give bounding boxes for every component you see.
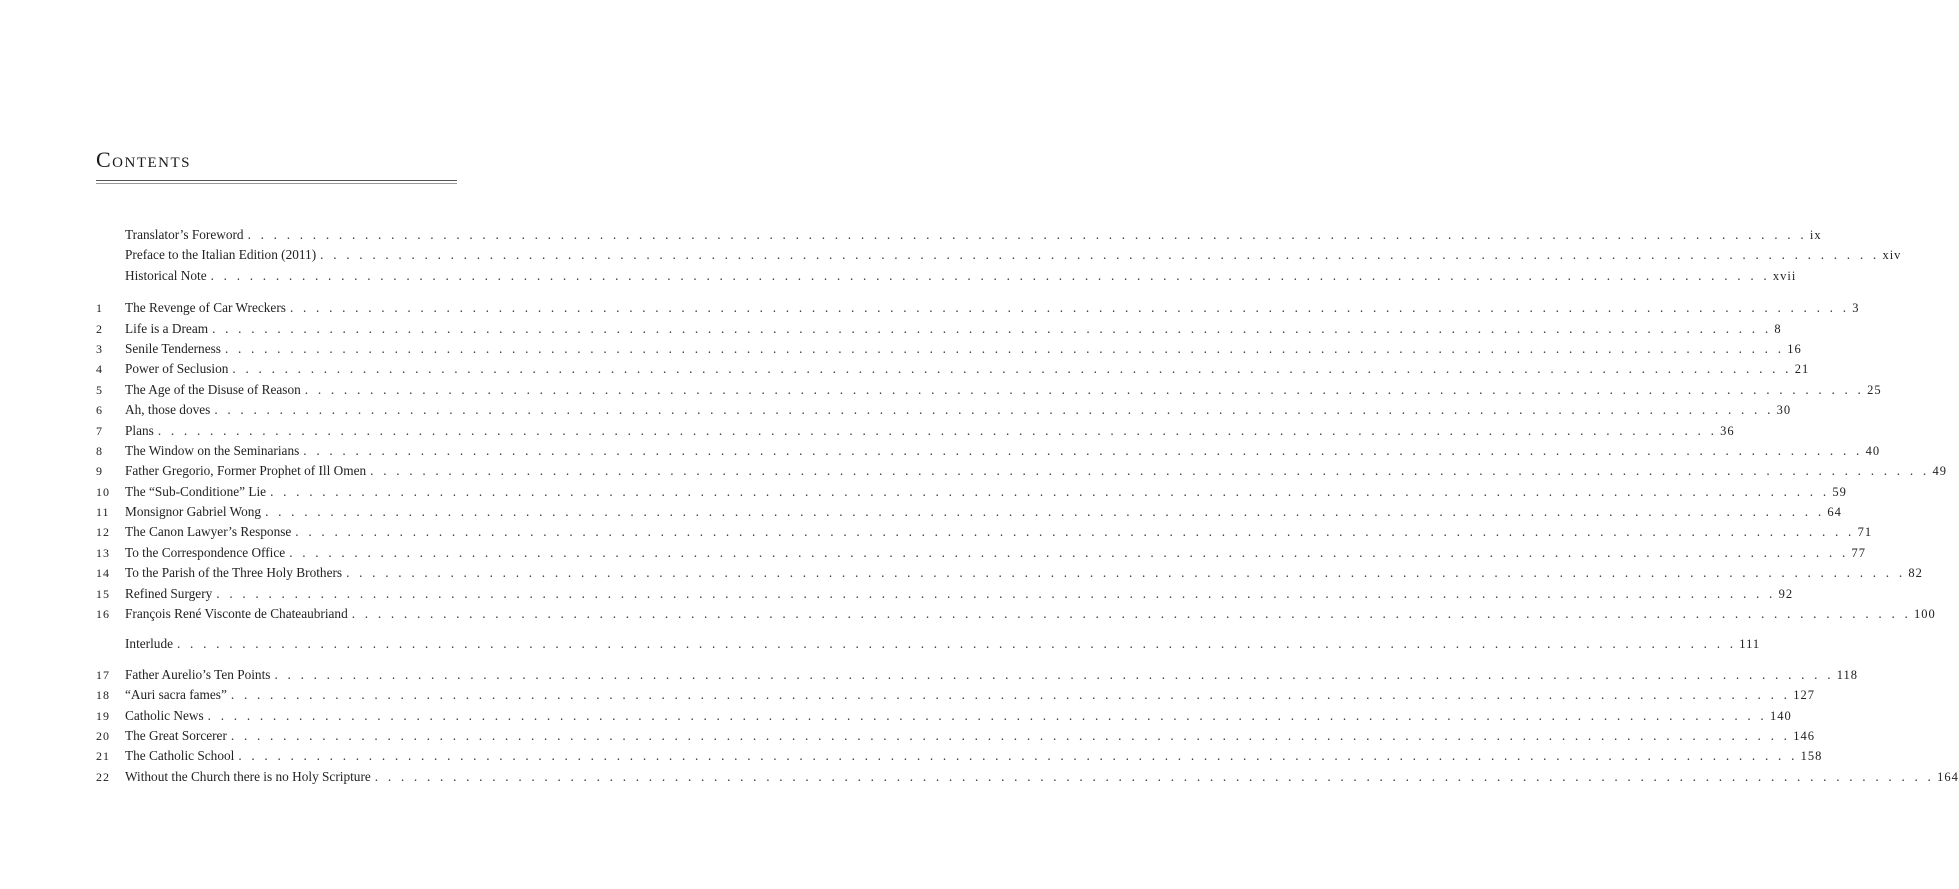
chapter-number: 7 <box>96 423 103 438</box>
dot-leader: . . . . . . . . . . . . . . . . . . . . . . . . . . . . . . . . . . . . . . . . . . . . . . . . . . . . . . . . . . . . . . . . . . . . . . . . . . . . . . . . . . . . . . . . . . . . . . . . . . . . . . . . . . . . . . . . . . . . . . . . <box>304 381 1865 397</box>
toc-entry[interactable] <box>96 340 1802 361</box>
page-number: 21 <box>1794 362 1810 377</box>
chapter-title: Historical Note <box>125 267 207 283</box>
chapter-title: François René Visconte de Chateaubriand <box>125 606 348 622</box>
page-number: 71 <box>1857 525 1873 540</box>
dot-leader: . . . . . . . . . . . . . . . . . . . . . . . . . . . . . . . . . . . . . . . . . . . . . . . . . . . . . . . . . . . . . . . . . . . . . . . . . . . . . . . . . . . . . . . . . . . . . . . . . . . . . . . . . . . . . . . . . . . . . . . . <box>207 707 1767 723</box>
chapter-title: Monsignor Gabriel Wong <box>125 504 262 520</box>
chapter-number: 1 <box>96 301 103 316</box>
dot-leader: . . . . . . . . . . . . . . . . . . . . . . . . . . . . . . . . . . . . . . . . . . . . . . . . . . . . . . . . . . . . . . . . . . . . . . . . . . . . . . . . . . . . . . . . . . . . . . . . . . . . . . . . . . . . . . . . . . . . . . . . <box>238 748 1798 764</box>
page-number: 16 <box>1787 341 1802 356</box>
page-number: 64 <box>1827 505 1842 520</box>
dot-leader: . . . . . . . . . . . . . . . . . . . . . . . . . . . . . . . . . . . . . . . . . . . . . . . . . . . . . . . . . . . . . . . . . . . . . . . . . . . . . . . . . . . . . . . . . . . . . . . . . . . . . . . . . . . . . . . . . . . . . . . . <box>230 727 1791 743</box>
chapter-title: Refined Surgery <box>125 585 213 601</box>
chapter-number: 8 <box>96 443 103 458</box>
page-number: 30 <box>1776 403 1792 418</box>
chapter-title: Plans <box>125 422 154 438</box>
dot-leader: . . . . . . . . . . . . . . . . . . . . . . . . . . . . . . . . . . . . . . . . . . . . . . . . . . . . . . . . . . . . . . . . . . . . . . . . . . . . . . . . . . . . . . . . . . . . . . . . . . . . . . . . . . . . . . . . . . . . . . . . <box>216 585 1776 601</box>
chapter-title: Power of Seclusion <box>125 361 229 377</box>
page-number: 111 <box>1739 637 1761 652</box>
dot-leader: . . . . . . . . . . . . . . . . . . . . . . . . . . . . . . . . . . . . . . . . . . . . . . . . . . . . . . . . . . . . . . . . . . . . . . . . . . . . . . . . . . . . . . . . . . . . . . . . . . . . . . . . . . . . . . . . . . . . . . . . <box>374 768 1935 784</box>
toc-entry[interactable] <box>96 585 1794 606</box>
group-spacer <box>96 288 457 300</box>
chapter-title: Preface to the Italian Edition (2011) <box>125 247 317 263</box>
chapter-number: 13 <box>96 545 110 560</box>
toc-entry[interactable] <box>96 463 1947 483</box>
toc-entry[interactable] <box>96 361 1810 381</box>
page-number: 77 <box>1851 545 1866 560</box>
page-number: ix <box>1809 228 1822 242</box>
chapter-number: 14 <box>96 566 110 581</box>
page-number: 82 <box>1908 566 1923 581</box>
toc-entry[interactable] <box>96 666 1859 687</box>
chapter-number: 18 <box>96 688 110 703</box>
dot-leader: . . . . . . . . . . . . . . . . . . . . . . . . . . . . . . . . . . . . . . . . . . . . . . . . . . . . . . . . . . . . . . . . . . . . . . . . . . . . . . . . . . . . . . . . . . . . . . . . . . . . . . . . . . . . . . . . . . . . . . . . <box>232 361 1792 377</box>
page-number: 8 <box>1774 321 1782 336</box>
chapter-title: Father Gregorio, Former Prophet of Ill Omen <box>125 463 367 479</box>
dot-leader: . . . . . . . . . . . . . . . . . . . . . . . . . . . . . . . . . . . . . . . . . . . . . . . . . . . . . . . . . . . . . . . . . . . . . . . . . . . . . . . . . . . . . . . . . . . . . . . . . . . . . . . . . . . . . . . . . . . . . . . . <box>274 666 1834 682</box>
chapter-title: Senile Tenderness <box>125 340 221 356</box>
chapter-title: Without the Church there is no Holy Scripture <box>125 768 371 784</box>
page-number: 40 <box>1865 443 1881 458</box>
chapter-title: The Great Sorcerer <box>125 727 227 743</box>
toc-entry[interactable] <box>96 707 1792 728</box>
page-number: 164 <box>1937 769 1959 784</box>
page-number: 140 <box>1769 708 1792 723</box>
chapter-number: 3 <box>96 341 103 356</box>
page-number: 3 <box>1852 301 1860 316</box>
dot-leader: . . . . . . . . . . . . . . . . . . . . . . . . . . . . . . . . . . . . . . . . . . . . . . . . . . . . . . . . . . . . . . . . . . . . . . . . . . . . . . . . . . . . . . . . . . . . . . . . . . . . . . . . . . . . . . . . . . . . . . . . <box>303 442 1863 458</box>
chapter-title: The Age of the Disuse of Reason <box>125 381 301 397</box>
dot-leader: . . . . . . . . . . . . . . . . . . . . . . . . . . . . . . . . . . . . . . . . . . . . . . . . . . . . . . . . . . . . . . . . . . . . . . . . . . . . . . . . . . . . . . . . . . . . . . . . . . . . . . . . . . . . . . . . . . . . . . . . <box>247 227 1807 242</box>
page-title: Contents <box>96 147 192 172</box>
page-number: 118 <box>1836 667 1859 682</box>
chapter-title: Catholic News <box>125 707 204 723</box>
chapter-title: “Auri sacra fames” <box>125 687 227 703</box>
title-rule <box>96 180 457 181</box>
toc-entry[interactable] <box>96 300 1860 320</box>
toc-entry[interactable] <box>96 768 1959 789</box>
page-number: 25 <box>1867 382 1882 397</box>
toc-entry[interactable] <box>96 320 1782 341</box>
chapter-number: 16 <box>96 607 110 622</box>
toc-entry[interactable] <box>96 381 1882 402</box>
chapter-title: Interlude <box>125 636 173 652</box>
page-number: xvii <box>1772 268 1797 283</box>
dot-leader: . . . . . . . . . . . . . . . . . . . . . . . . . . . . . . . . . . . . . . . . . . . . . . . . . . . . . . . . . . . . . . . . . . . . . . . . . . . . . . . . . . . . . . . . . . . . . . . . . . . . . . . . . . . . . . . . . . . . . . . . <box>295 524 1855 540</box>
chapter-number: 12 <box>96 525 110 540</box>
toc-entry[interactable] <box>96 727 1815 748</box>
chapter-number: 2 <box>96 321 103 336</box>
dot-leader: . . . . . . . . . . . . . . . . . . . . . . . . . . . . . . . . . . . . . . . . . . . . . . . . . . . . . . . . . . . . . . . . . . . . . . . . . . . . . . . . . . . . . . . . . . . . . . . . . . . . . . . . . . . . . . . . . . . . . . . . <box>212 320 1772 336</box>
title-rule-secondary <box>96 183 457 184</box>
chapter-title: The Window on the Seminarians <box>125 442 300 458</box>
dot-leader: . . . . . . . . . . . . . . . . . . . . . . . . . . . . . . . . . . . . . . . . . . . . . . . . . . . . . . . . . . . . . . . . . . . . . . . . . . . . . . . . . . . . . . . . . . . . . . . . . . . . . . . . . . . . . . . . . . . . . . . . <box>289 544 1849 560</box>
table-of-contents <box>96 227 1959 789</box>
chapter-title: Life is a Dream <box>125 320 209 336</box>
chapter-title: The Catholic School <box>125 748 235 764</box>
dot-leader: . . . . . . . . . . . . . . . . . . . . . . . . . . . . . . . . . . . . . . . . . . . . . . . . . . . . . . . . . . . . . . . . . . . . . . . . . . . . . . . . . . . . . . . . . . . . . . . . . . . . . . . . . . . . . . . . . . . . . . . . <box>214 402 1774 418</box>
dot-leader: . . . . . . . . . . . . . . . . . . . . . . . . . . . . . . . . . . . . . . . . . . . . . . . . . . . . . . . . . . . . . . . . . . . . . . . . . . . . . . . . . . . . . . . . . . . . . . . . . . . . . . . . . . . . . . . . . . . . . . . . <box>177 636 1737 652</box>
chapter-title: The Revenge of Car Wreckers <box>125 300 286 316</box>
chapter-number: 22 <box>96 769 110 784</box>
page-number: 92 <box>1778 586 1794 601</box>
dot-leader: . . . . . . . . . . . . . . . . . . . . . . . . . . . . . . . . . . . . . . . . . . . . . . . . . . . . . . . . . . . . . . . . . . . . . . . . . . . . . . . . . . . . . . . . . . . . . . . . . . . . . . . . . . . . . . . . . . . . . . . . <box>320 247 1880 263</box>
chapter-number: 5 <box>96 382 103 397</box>
toc-entry[interactable] <box>96 565 1923 585</box>
page-number: 127 <box>1793 688 1815 703</box>
chapter-number: 20 <box>96 728 110 743</box>
chapter-title: Translator’s Foreword <box>125 227 244 242</box>
group-spacer <box>96 657 457 667</box>
toc-entry[interactable] <box>96 483 1847 504</box>
dot-leader: . . . . . . . . . . . . . . . . . . . . . . . . . . . . . . . . . . . . . . . . . . . . . . . . . . . . . . . . . . . . . . . . . . . . . . . . . . . . . . . . . . . . . . . . . . . . . . . . . . . . . . . . . . . . . . . . . . . . . . . . <box>289 300 1850 316</box>
dot-leader: . . . . . . . . . . . . . . . . . . . . . . . . . . . . . . . . . . . . . . . . . . . . . . . . . . . . . . . . . . . . . . . . . . . . . . . . . . . . . . . . . . . . . . . . . . . . . . . . . . . . . . . . . . . . . . . . . . . . . . . . <box>265 504 1825 520</box>
toc-entry[interactable] <box>96 687 1815 707</box>
page-number: 49 <box>1932 464 1947 479</box>
toc-entry[interactable] <box>96 636 1761 656</box>
dot-leader: . . . . . . . . . . . . . . . . . . . . . . . . . . . . . . . . . . . . . . . . . . . . . . . . . . . . . . . . . . . . . . . . . . . . . . . . . . . . . . . . . . . . . . . . . . . . . . . . . . . . . . . . . . . . . . . . . . . . . . . . <box>270 483 1830 499</box>
page-number: 36 <box>1720 423 1735 438</box>
dot-leader: . . . . . . . . . . . . . . . . . . . . . . . . . . . . . . . . . . . . . . . . . . . . . . . . . . . . . . . . . . . . . . . . . . . . . . . . . . . . . . . . . . . . . . . . . . . . . . . . . . . . . . . . . . . . . . . . . . . . . . . . <box>346 565 1906 581</box>
toc-entry[interactable] <box>96 442 1881 463</box>
toc-entry[interactable] <box>96 267 1797 288</box>
chapter-number: 17 <box>96 667 110 682</box>
chapter-number: 15 <box>96 586 110 601</box>
chapter-number: 19 <box>96 708 110 723</box>
toc-entry[interactable] <box>96 748 1823 768</box>
chapter-number: 4 <box>96 362 103 377</box>
toc-entry[interactable] <box>96 422 1735 443</box>
page-number: 59 <box>1832 484 1847 499</box>
dot-leader: . . . . . . . . . . . . . . . . . . . . . . . . . . . . . . . . . . . . . . . . . . . . . . . . . . . . . . . . . . . . . . . . . . . . . . . . . . . . . . . . . . . . . . . . . . . . . . . . . . . . . . . . . . . . . . . . . . . . . . . . <box>210 267 1770 283</box>
dot-leader: . . . . . . . . . . . . . . . . . . . . . . . . . . . . . . . . . . . . . . . . . . . . . . . . . . . . . . . . . . . . . . . . . . . . . . . . . . . . . . . . . . . . . . . . . . . . . . . . . . . . . . . . . . . . . . . . . . . . . . . . <box>351 606 1912 622</box>
toc-entry[interactable] <box>96 606 1936 626</box>
chapter-number: 21 <box>96 749 110 764</box>
chapter-title: The Canon Lawyer’s Response <box>125 524 292 540</box>
chapter-title: Ah, those doves <box>125 402 211 418</box>
chapter-title: To the Correspondence Office <box>125 544 286 560</box>
toc-entry[interactable] <box>96 524 1873 544</box>
dot-leader: . . . . . . . . . . . . . . . . . . . . . . . . . . . . . . . . . . . . . . . . . . . . . . . . . . . . . . . . . . . . . . . . . . . . . . . . . . . . . . . . . . . . . . . . . . . . . . . . . . . . . . . . . . . . . . . . . . . . . . . . <box>230 687 1791 703</box>
chapter-number: 6 <box>96 403 103 418</box>
toc-entry[interactable] <box>96 544 1866 565</box>
page-number: 158 <box>1800 749 1823 764</box>
toc-entry[interactable] <box>96 247 1902 267</box>
toc-entry[interactable] <box>96 227 1822 247</box>
page-number: 146 <box>1793 728 1815 743</box>
page-number: 100 <box>1914 607 1936 622</box>
page-number: xiv <box>1882 248 1902 263</box>
chapter-title: To the Parish of the Three Holy Brothers <box>125 565 343 581</box>
chapter-number: 11 <box>96 505 110 520</box>
group-spacer <box>96 626 457 636</box>
dot-leader: . . . . . . . . . . . . . . . . . . . . . . . . . . . . . . . . . . . . . . . . . . . . . . . . . . . . . . . . . . . . . . . . . . . . . . . . . . . . . . . . . . . . . . . . . . . . . . . . . . . . . . . . . . . . . . . . . . . . . . . . <box>157 422 1718 438</box>
chapter-title: Father Aurelio’s Ten Points <box>125 666 271 682</box>
chapter-title: The “Sub-Conditione” Lie <box>125 483 267 499</box>
toc-entry[interactable] <box>96 504 1842 524</box>
dot-leader: . . . . . . . . . . . . . . . . . . . . . . . . . . . . . . . . . . . . . . . . . . . . . . . . . . . . . . . . . . . . . . . . . . . . . . . . . . . . . . . . . . . . . . . . . . . . . . . . . . . . . . . . . . . . . . . . . . . . . . . . <box>370 463 1930 479</box>
chapter-number: 10 <box>96 484 110 499</box>
toc-entry[interactable] <box>96 402 1792 422</box>
chapter-number: 9 <box>96 464 103 479</box>
dot-leader: . . . . . . . . . . . . . . . . . . . . . . . . . . . . . . . . . . . . . . . . . . . . . . . . . . . . . . . . . . . . . . . . . . . . . . . . . . . . . . . . . . . . . . . . . . . . . . . . . . . . . . . . . . . . . . . . . . . . . . . . <box>224 340 1785 356</box>
